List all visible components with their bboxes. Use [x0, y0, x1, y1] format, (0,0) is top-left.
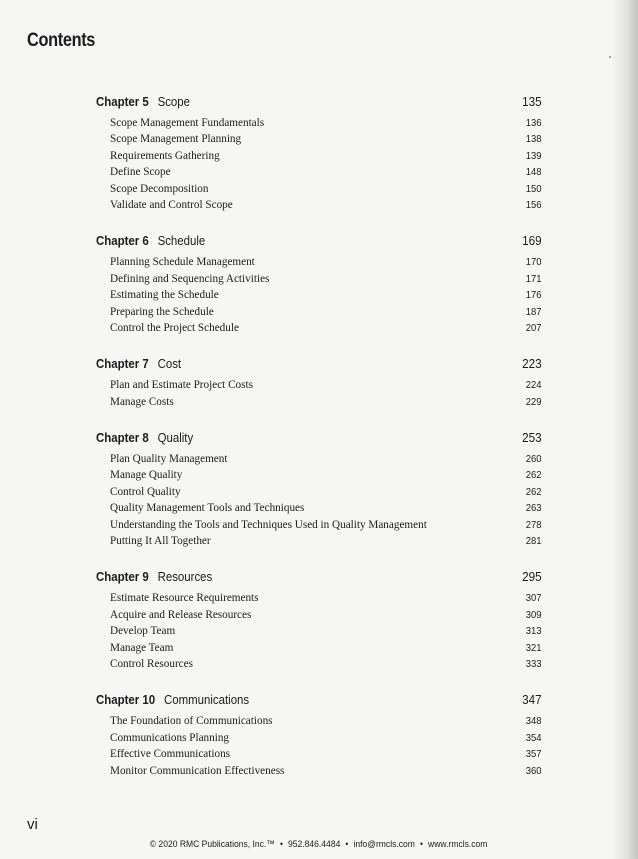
- chapter-heading[interactable]: [96, 233, 542, 250]
- toc-entry[interactable]: [96, 306, 542, 322]
- toc-entry[interactable]: [96, 396, 542, 412]
- toc-entry-page: 357: [526, 748, 542, 761]
- toc-entry-title: Scope Decomposition: [110, 182, 209, 195]
- toc-entry-page: 281: [526, 535, 542, 548]
- toc-entry-page: 260: [526, 453, 542, 466]
- chapter-heading[interactable]: [96, 692, 542, 709]
- toc-entry-title: Define Scope: [110, 166, 171, 179]
- chapter-section: [96, 356, 542, 412]
- toc-entry-title: Manage Costs: [110, 395, 174, 408]
- toc-entry[interactable]: [96, 256, 542, 272]
- chapter-section: [96, 569, 542, 674]
- toc-entry-title: Understanding the Tools and Techniques Used in Quality Management: [110, 518, 427, 531]
- footer-website: www.rmcls.com: [428, 839, 488, 850]
- table-of-contents: [96, 94, 542, 799]
- toc-entry-page: 360: [526, 764, 542, 777]
- toc-entry-title: Planning Schedule Management: [110, 256, 255, 269]
- chapter-name: Schedule: [157, 233, 206, 249]
- toc-entry-title: Preparing the Schedule: [110, 305, 214, 318]
- toc-entry[interactable]: [96, 486, 542, 502]
- toc-entry-page: 171: [526, 272, 542, 285]
- page-folio: vi: [27, 816, 38, 833]
- toc-entry-title: Estimating the Schedule: [110, 289, 219, 302]
- toc-entry-title: Requirements Gathering: [110, 149, 220, 162]
- toc-entry[interactable]: [96, 642, 542, 658]
- toc-entry[interactable]: [96, 117, 542, 133]
- toc-entry-title: Defining and Sequencing Activities: [110, 272, 270, 285]
- toc-entry-page: 148: [526, 166, 542, 179]
- page-footer: [0, 839, 638, 850]
- chapter-name: Cost: [157, 356, 182, 372]
- toc-entry-page: 187: [526, 305, 542, 318]
- chapter-page-number: 169: [522, 233, 542, 249]
- footer-separator: •: [280, 839, 284, 850]
- toc-entry-page: 176: [526, 289, 542, 302]
- chapter-page-number: 223: [522, 356, 542, 372]
- toc-entry-title: Scope Management Planning: [110, 133, 242, 146]
- chapter-label: Chapter 5: [96, 94, 149, 109]
- toc-entry-title: Develop Team: [110, 625, 176, 638]
- toc-entry-page: 307: [526, 592, 542, 605]
- chapter-heading[interactable]: [96, 569, 542, 586]
- chapter-heading-text: [96, 430, 193, 445]
- chapter-heading[interactable]: [96, 430, 542, 447]
- toc-entry[interactable]: [96, 748, 542, 764]
- toc-entry-title: Effective Communications: [110, 748, 231, 761]
- footer-separator: •: [345, 839, 349, 850]
- chapter-page-number: 295: [522, 569, 542, 585]
- footer-separator: •: [420, 839, 424, 850]
- toc-entry[interactable]: [96, 609, 542, 625]
- toc-entry-title: Control Quality: [110, 485, 181, 498]
- chapter-section: [96, 692, 542, 781]
- chapter-label: Chapter 8: [96, 430, 149, 446]
- toc-entry-page: 138: [526, 133, 542, 146]
- chapter-name: Communications: [163, 692, 250, 708]
- toc-entry[interactable]: [96, 150, 542, 166]
- toc-entry-page: 278: [526, 518, 542, 531]
- chapter-name: Quality: [157, 430, 194, 446]
- chapter-heading-text: [96, 94, 190, 109]
- chapter-heading[interactable]: [96, 94, 542, 111]
- toc-entry[interactable]: [96, 625, 542, 641]
- chapter-label: Chapter 7: [96, 356, 149, 372]
- toc-entry-page: 333: [526, 657, 542, 670]
- chapter-section: [96, 94, 542, 215]
- chapter-label: Chapter 6: [96, 233, 149, 249]
- toc-entry-page: 263: [526, 502, 542, 515]
- chapter-page-number: 135: [522, 94, 542, 109]
- page-title: Contents: [27, 30, 96, 51]
- chapter-label: Chapter 9: [96, 569, 149, 585]
- chapter-heading-text: [96, 569, 212, 584]
- toc-entry[interactable]: [96, 535, 542, 551]
- toc-entry-page: 321: [526, 641, 542, 654]
- toc-entry-title: Control Resources: [110, 657, 193, 670]
- toc-entry-page: 207: [526, 321, 542, 334]
- toc-entry-title: Scope Management Fundamentals: [110, 117, 265, 129]
- toc-entry[interactable]: [96, 715, 542, 731]
- chapter-heading-text: [96, 692, 249, 707]
- toc-entry[interactable]: [96, 289, 542, 305]
- toc-entry-page: 139: [526, 149, 542, 162]
- chapter-page-number: 347: [522, 692, 542, 708]
- toc-entry[interactable]: [96, 166, 542, 182]
- chapter-section: [96, 430, 542, 551]
- toc-entry[interactable]: [96, 519, 542, 535]
- toc-entry[interactable]: [96, 592, 542, 608]
- toc-entry-title: Estimate Resource Requirements: [110, 592, 259, 605]
- toc-entry[interactable]: [96, 183, 542, 199]
- footer-email: info@rmcls.com: [353, 839, 416, 850]
- chapter-section: [96, 233, 542, 338]
- toc-entry-title: Quality Management Tools and Techniques: [110, 502, 305, 515]
- toc-entry-page: 156: [526, 198, 542, 211]
- toc-entry-title: Putting It All Together: [110, 535, 211, 548]
- toc-entry-page: 136: [526, 117, 542, 129]
- toc-entry[interactable]: [96, 273, 542, 289]
- toc-entry-page: 224: [526, 379, 542, 392]
- toc-entry[interactable]: [96, 765, 542, 781]
- toc-entry-title: Monitor Communication Effectiveness: [110, 764, 285, 777]
- toc-entry-page: 262: [526, 469, 542, 482]
- toc-entry-title: Acquire and Release Resources: [110, 608, 252, 621]
- chapter-heading[interactable]: [96, 356, 542, 373]
- toc-entry-page: 348: [526, 715, 542, 728]
- toc-entry-title: Plan and Estimate Project Costs: [110, 379, 253, 392]
- toc-entry[interactable]: [96, 732, 542, 748]
- toc-entry-page: 262: [526, 485, 542, 498]
- toc-entry-page: 170: [526, 256, 542, 269]
- toc-entry-page: 354: [526, 731, 542, 744]
- toc-entry-title: Communications Planning: [110, 731, 230, 744]
- toc-entry[interactable]: [96, 469, 542, 485]
- chapter-name: Resources: [157, 569, 213, 585]
- chapter-heading-text: [96, 356, 181, 371]
- toc-entry-title: The Foundation of Communications: [110, 715, 273, 728]
- page-edge-shadow: [612, 0, 638, 859]
- toc-entry[interactable]: [96, 379, 542, 395]
- chapter-page-number: 253: [522, 430, 542, 446]
- toc-entry[interactable]: [96, 322, 542, 338]
- toc-entry-title: Manage Quality: [110, 469, 183, 482]
- toc-entry-page: 313: [526, 625, 542, 638]
- chapter-label: Chapter 10: [96, 692, 156, 708]
- toc-entry[interactable]: [96, 453, 542, 469]
- toc-entry-page: 309: [526, 608, 542, 621]
- toc-entry[interactable]: [96, 502, 542, 518]
- toc-entry-page: 229: [526, 395, 542, 408]
- paper-speck: [609, 56, 611, 58]
- toc-entry-title: Control the Project Schedule: [110, 321, 239, 334]
- chapter-heading-text: [96, 233, 205, 248]
- footer-phone: 952.846.4484: [288, 839, 341, 850]
- toc-entry-page: 150: [526, 182, 542, 195]
- toc-entry[interactable]: [96, 133, 542, 149]
- toc-entry-title: Validate and Control Scope: [110, 198, 233, 211]
- chapter-name: Scope: [157, 94, 191, 109]
- toc-entry-title: Manage Team: [110, 641, 174, 654]
- footer-copyright: © 2020 RMC Publications, Inc.™: [150, 839, 276, 850]
- toc-entry[interactable]: [96, 658, 542, 674]
- toc-entry[interactable]: [96, 199, 542, 215]
- toc-entry-title: Plan Quality Management: [110, 453, 228, 466]
